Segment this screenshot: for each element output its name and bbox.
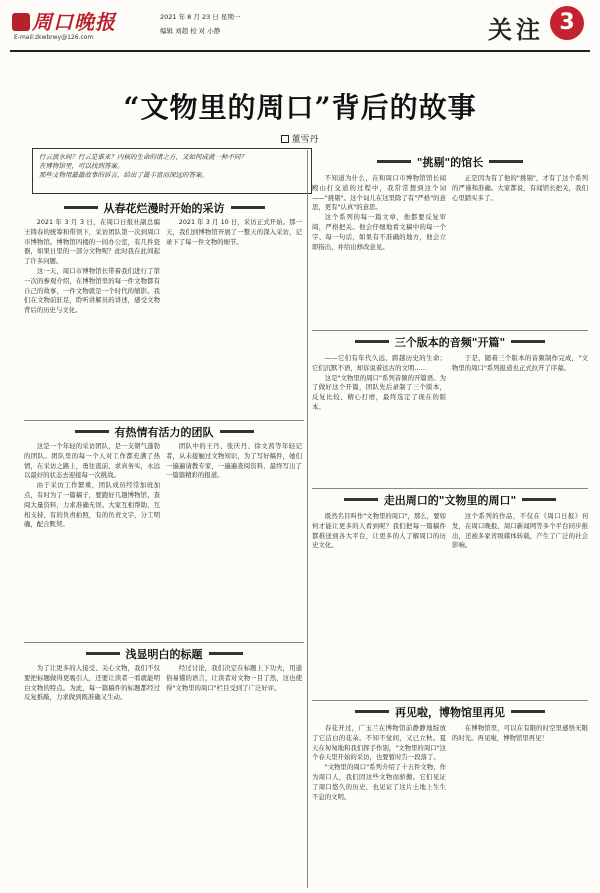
article-column [452, 174, 588, 326]
author-name: 董雪丹 [291, 135, 319, 145]
byline [10, 132, 590, 145]
section-heading-text: 从春花烂漫时开始的采访 [103, 202, 225, 215]
heading-rule [377, 160, 411, 163]
article-column [312, 512, 446, 692]
byline-box-icon [281, 135, 289, 143]
section-heading [312, 704, 588, 720]
editor-credit: 编辑 刘超 校 对 小静 [160, 27, 221, 35]
section-divider [312, 330, 588, 331]
masthead [10, 4, 590, 52]
paragraph: 这个系列的每一篇文章，他都要反复审阅，严格把关。他会仔细地看文稿中的每一个字、每一句话，如果有不准确的地方，他会立即指出，并给出修改意见。 [312, 213, 446, 251]
article-column [452, 724, 588, 886]
intro-line: 行云流水间？行云是谁来？内核的生命的诸之方，又如何成就一种不同？ [39, 153, 247, 161]
heading-rule [489, 160, 523, 163]
paragraph: 团队中的王丹、张庆丹、徐文茜等年轻记者，从未接触过文物知识，为了写好稿件，她们一遍遍请教专家，一遍遍查阅资料，最终写出了一篇篇精彩的报道。 [166, 442, 302, 480]
logo-icon [12, 13, 30, 31]
section-heading [24, 200, 304, 216]
paragraph: 这是"文物里的周口"系列音频的开篇语。为了做好这个开篇，团队先后录制了三个版本，反复比较、精心打磨，最终选定了现在的版本。 [312, 373, 446, 411]
newspaper-logo [12, 6, 116, 35]
intro-box [32, 148, 312, 194]
paragraph: 这一天，周口市博物馆长带着我们进行了第一次的参观介绍，在博物馆里的每一件文物都有自己的故事，一件文物就是一个时代的缩影。我们在文物前驻足，聆听讲解员的讲述，感受文物背后的历史与文化。 [24, 266, 160, 315]
paragraph: 这是一个年轻的采访团队，是一支朝气蓬勃的团队。团队里的每一个人对工作都充满了热情，在采访之路上，勇往直前、求真务实，永远以最好的状态去迎接每一次挑战。 [24, 442, 160, 480]
paragraph: 既然名目叫作"文物里的周口"，那么，要如何才能让更多的人看到呢？我们把每一篇稿件都推送到各大平台，让更多的人了解周口的历史文化。 [312, 512, 446, 550]
heading-rule [86, 652, 120, 655]
column-divider [307, 150, 308, 888]
heading-rule [355, 340, 389, 343]
heading-rule [231, 206, 265, 209]
heading-rule [522, 498, 556, 501]
article-column [24, 218, 160, 416]
section-heading [312, 154, 588, 170]
heading-rule [344, 498, 378, 501]
article-column [452, 512, 588, 692]
article-column [452, 354, 588, 482]
paragraph: 春花开过，广玉兰在博物馆前静静地绽放了它洁白的花朵。不知不觉间，又已立秋。夏天在匆匆地和我们挥手作别，"文物里的周口"这个春天里开始的采访，也要暂时告一段落了。 [312, 724, 446, 762]
article-column [24, 664, 160, 886]
section-title: 关注 [488, 16, 544, 44]
article-column [312, 354, 446, 482]
article-column [312, 174, 446, 326]
logo-text: 周口晚报 [32, 10, 116, 34]
contact-email: E-mail:zkwbrwy@126.com [14, 34, 94, 41]
page-number-badge: 3 [550, 6, 584, 40]
paragraph: 经过讨论，我们决定在标题上下功夫，用通俗易懂的语言，让读者对文物一目了然，这也使得"文物里的周口"栏目受到了广泛好评。 [166, 664, 302, 692]
section-heading-text: 走出周口的"文物里的周口" [383, 494, 517, 507]
article-column [24, 442, 160, 638]
section-heading [24, 646, 304, 662]
section-heading-text: 浅显明白的标题 [125, 648, 203, 661]
paragraph: 2021 年 3 月 3 日，在周口日报社副总编王铸春的统筹和带领下，采访团队第一次到周口市博物馆。博物馆四楼的一间办公室，有几件瓷器，如果日里的一部分文物呢？此时我在此间起了许多问题。 [24, 218, 160, 266]
section-divider [312, 488, 588, 489]
heading-rule [75, 430, 109, 433]
section-heading-text: "挑剔"的馆长 [416, 156, 484, 169]
intro-line: 那些文物用最最故事的诉言，给出了最丰富而深远的答案。 [39, 171, 208, 179]
paragraph: 不知道为什么，在和周口市博物馆馆长闻殿山打交道的过程中，我常常想到这个词——"挑剔"。这个词儿在这里除了有"严格"的意思，更有"认真"的意思。 [312, 174, 446, 212]
paragraph: "文物里的周口"系列介绍了十五件文物，作为周口人，我们因这些文物而骄傲。它们见证了周口悠久的历史，也见证了这片土地上生生不息的文明。 [312, 763, 446, 801]
paragraph: 这个系列的作品，不仅在《周口日报》刊发，在周口晚报、周口新闻网等多个平台同步推出，还被多家省级媒体转载，产生了广泛的社会影响。 [452, 512, 588, 550]
article-headline: “文物里的周口”背后的故事 [123, 91, 477, 124]
section-divider [24, 642, 304, 643]
article-column [166, 442, 302, 638]
section-heading [24, 424, 304, 440]
paragraph: 为了让更多的人接受、关心文物，我们不仅要把标题做得更吸引人，还要让读者一看就能明白文物的特点。为此，每一篇稿件的标题都经过反复推敲，力求做到既准确又生动。 [24, 664, 160, 702]
section-divider [24, 420, 304, 421]
heading-rule [220, 430, 254, 433]
paragraph: 在博物馆里，可以在有限的时空里感悟无限的时光。再见啦，博物馆里再见！ [452, 724, 588, 742]
article-column [312, 724, 446, 886]
section-heading-text: 再见啦，博物馆里再见 [395, 706, 505, 719]
heading-rule [355, 710, 389, 713]
article-column [166, 664, 302, 886]
section-heading-text: 有热情有活力的团队 [114, 426, 214, 439]
paragraph: 正是因为有了他的"挑剔"，才有了这个系列的严谨和准确。大家都说，有闻馆长把关，我们心里踏实多了。 [452, 174, 588, 202]
article-column [166, 218, 302, 416]
section-heading [312, 492, 588, 508]
heading-rule [64, 206, 98, 209]
section-divider [312, 700, 588, 701]
paragraph: 由于采访工作繁重，团队成员经常加班加点，有时为了一篇稿子，要跑好几趟博物馆，查阅大量资料，力求准确无误。大家互相帮助、互相支持，有的负责拍照，有的负责文字，分工明确，配合默契。 [24, 481, 160, 529]
intro-line: 在博物馆里，可以找到答案。 [39, 162, 124, 170]
heading-rule [511, 340, 545, 343]
heading-rule [511, 710, 545, 713]
paragraph: 于是，随着三个版本的音频制作完成，"文物里的周口"系列报道也正式拉开了序幕。 [452, 354, 588, 372]
section-heading [312, 334, 588, 350]
heading-rule [209, 652, 243, 655]
paragraph: ——它们有年代久远、跨越历史的生命；它们沉默不语，却诉说着远古的文明…… [312, 354, 446, 372]
issue-date: 2021 年 8 月 23 日 星期一 [160, 13, 241, 21]
paragraph: 2021 年 3 月 10 日，采访正式开始。那一天，我们到博物馆开展了一整天的深入采访，记录下了每一件文物的细节。 [166, 218, 302, 246]
section-heading-text: 三个版本的音频"开篇" [394, 336, 506, 349]
